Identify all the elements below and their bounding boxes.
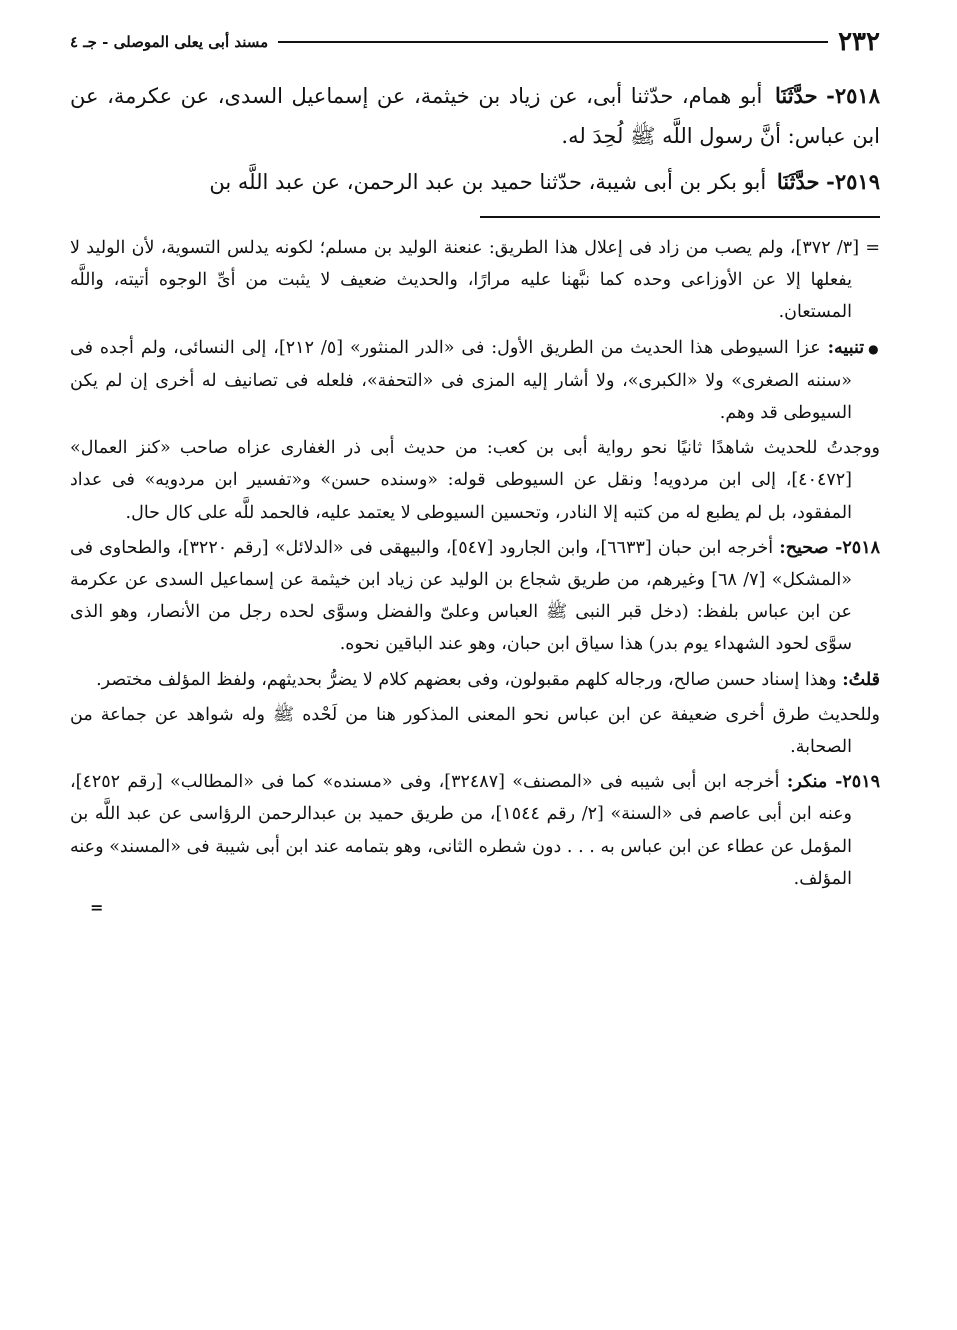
note-continuation: = [٣/ ٣٧٢]، ولم يصب من زاد فى إعلال هذا الطريق: عنعنة الوليد بن مسلم؛ لكونه يدلس التسوية، لأن الوليد لا يفعلها إلا عن الأوزاعى وحده كما نبَّهنا عليه مرارًا، والحديث ضعيف لا يثبت من أىِّ الوجوه أتيته، واللَّه المستعان. (70, 238, 880, 323)
note-text: أخرجه ابن أبى شيبه فى «المصنف» [٣٢٤٨٧]، وفى «مسنده» كما فى «المطالب» [رقم ٤٢٥٢]، وعنه ابن أبى عاصم فى «السنة» [٢/ رقم ١٥٤٤]، من طريق حميد بن عبدالرحمن الرؤاسى عن عبد اللَّه بن المؤمل عن عطاء عن ابن عباس به . . . دون شطره الثانى، وهو بتمامه عند ابن أبى شيبة فى «المسند» وعنه المؤلف. (70, 772, 853, 889)
note-tanbih (70, 332, 880, 430)
note-label: ٢٥١٨- صحيح: (779, 537, 881, 558)
hadith-opening: حدَّثَنَا (776, 169, 820, 194)
note-text: عزا السيوطى هذا الحديث من الطريق الأول: فى «الدر المنثور» [٥/ ٢١٢]، إلى النسائى، ولم أجده فى «سننه الصغرى» ولا «الكبرى»، ولا أشار إليه المزى فى «التحفة»، فلعله فى تصانيف له أخرى إن لم يكن السيوطى قد وهم. (70, 337, 852, 424)
footnotes (70, 232, 880, 917)
hadith-number: ٢٥١٩- (826, 169, 880, 194)
note-2519 (70, 766, 880, 895)
note-label: ٢٥١٩- منكر: (786, 772, 881, 793)
page (70, 22, 880, 917)
note-text: وهذا إسناد حسن صالح، ورجاله كلهم مقبولون، وفى بعضهم كلام لا يضرُّ بحديثهم، ولفظ المؤلف مختصر. (96, 669, 837, 690)
hadith-2519 (70, 162, 880, 202)
note-turuq: وللحديث طرق أخرى ضعيفة عن ابن عباس نحو المعنى المذكور هنا من لَحْده ﷺ وله شواهد عن جماعة من الصحابة. (70, 704, 880, 758)
hadith-text: أبو همام، حدّثنا أبى، عن زياد بن خيثمة، عن إسماعيل السدى، عن عكرمة، عن ابن عباس: أنَّ رسول اللَّه ﷺ لُحِدَ له. (70, 84, 880, 148)
note-label: قلتُ: (842, 669, 880, 690)
note-shahid: ووجدتُ للحديث شاهدًا ثانيًا نحو رواية أبى بن كعب: من حديث أبى ذر الغفارى عزاه صاحب «كنز العمال» [٤٠٤٧٢]، إلى ابن مردويه! ونقل عن السيوطى قوله: «وسنده حسن» و«تفسير ابن مردويه» فى عداد المفقود، بل لم يطبع له من كتبه إلا النادر، وتحسين السيوطى لا يعتمد عليه، فالحمد للَّه على كال حال. (70, 438, 880, 523)
note-label: تنبيه: (827, 337, 865, 358)
bullet-icon: ● (868, 341, 880, 356)
page-number: ٢٣٢ (838, 27, 880, 57)
header-rule (278, 41, 828, 43)
book-title: مسند أبى يعلى الموصلى - جـ ٤ (70, 33, 269, 51)
end-mark-row (70, 898, 880, 917)
note-text: أخرجه ابن حبان [٦٦٣٣]، وابن الجارود [٥٤٧]، والبيهقى فى «الدلائل» [رقم ٣٢٢٠]، والطحاوى فى «المشكل» [٧/ ٦٨] وغيرهم، من طريق شجاع بن الوليد عن زياد ابن خيثمة عن إسماعيل السدى عن عكرمة عن ابن عباس بلفظ: (دخل قبر النبى ﷺ العباس وعلىّ والفضل وسوَّى لحده رجل من الأنصار، وهو الذى سوَّى لحود الشهداء يوم بدر) هذا سياق ابن حبان، وهو عند الباقين نحوه. (70, 537, 852, 655)
hadith-2518 (70, 76, 880, 156)
hadith-text: أبو بكر بن أبى شيبة، حدّثنا حميد بن عبد الرحمن، عن عبد اللَّه بن (209, 170, 767, 194)
hadith-number: ٢٥١٨- (826, 83, 880, 108)
footnote-divider (480, 216, 880, 218)
note-2518 (70, 532, 880, 661)
main-text (70, 76, 880, 202)
page-header (70, 22, 880, 62)
note-qultu (70, 664, 880, 696)
continuation-mark: = (90, 898, 104, 918)
hadith-opening: حدَّثَنَا (774, 83, 818, 108)
